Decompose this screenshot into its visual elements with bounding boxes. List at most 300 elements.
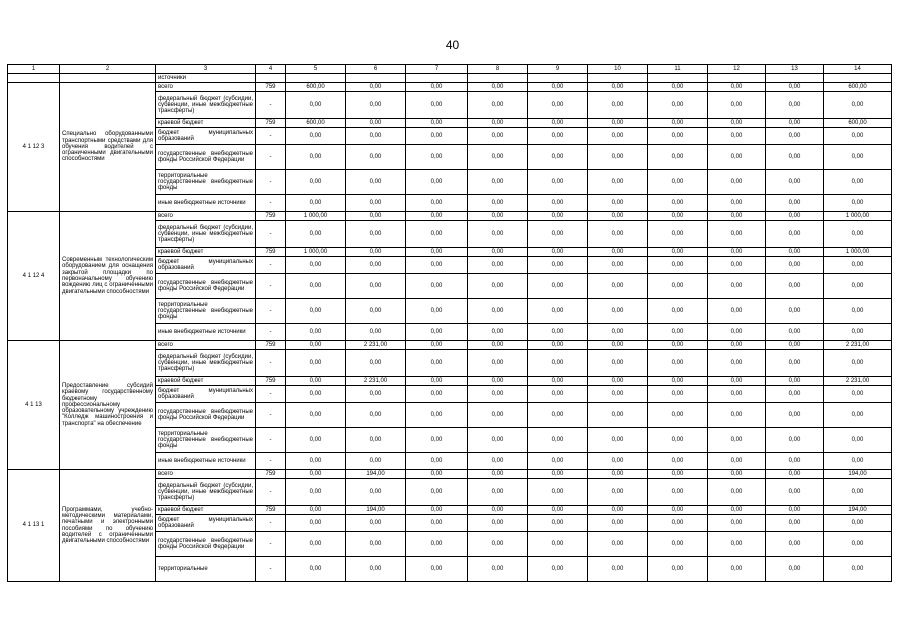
amount-cell: 0,00	[648, 83, 708, 92]
amount-cell: 0,00	[468, 532, 528, 557]
amount-cell: 0,00	[648, 221, 708, 248]
col-header: 3	[156, 65, 256, 74]
amount-cell: 0,00	[708, 324, 766, 341]
grbs-code-cell: 759	[256, 83, 286, 92]
amount-cell: 0,00	[824, 428, 892, 453]
col-header: 4	[256, 65, 286, 74]
funding-source: государственные внебюджетные фонды Российской Федерации	[156, 145, 256, 170]
amount-cell: 0,00	[346, 453, 406, 470]
amount-cell: 0,00	[648, 195, 708, 212]
amount-cell: 0,00	[648, 532, 708, 557]
amount-cell: 0,00	[346, 170, 406, 195]
amount-cell: 0,00	[468, 324, 528, 341]
amount-cell: 0,00	[528, 83, 588, 92]
funding-source: государственные внебюджетные фонды Российской Федерации	[156, 403, 256, 428]
amount-cell: 0,00	[766, 386, 824, 403]
amount-cell: 0,00	[824, 92, 892, 119]
amount-cell: 0,00	[406, 515, 468, 532]
amount-cell: 0,00	[346, 248, 406, 257]
amount-cell: 0,00	[406, 248, 468, 257]
amount-cell: 0,00	[528, 299, 588, 324]
grbs-code-cell: -	[256, 92, 286, 119]
amount-cell: 0,00	[588, 299, 648, 324]
amount-cell: 0,00	[346, 128, 406, 145]
amount-cell: 0,00	[648, 453, 708, 470]
amount-cell: 0,00	[468, 386, 528, 403]
amount-cell: 0,00	[708, 128, 766, 145]
funding-source: федеральный бюджет (субсидии, субвенции, иные межбюджетные трансферты)	[156, 92, 256, 119]
amount-cell: 0,00	[708, 274, 766, 299]
amount-cell: 0,00	[286, 557, 346, 582]
carry-over-row	[8, 74, 892, 83]
amount-cell: 0,00	[468, 557, 528, 582]
grbs-code-cell: -	[256, 428, 286, 453]
amount-cell: 0,00	[468, 83, 528, 92]
amount-cell: 1 000,00	[286, 248, 346, 257]
amount-cell: 0,00	[346, 532, 406, 557]
amount-cell: 0,00	[588, 515, 648, 532]
amount-cell: 0,00	[766, 248, 824, 257]
amount-cell: 600,00	[824, 119, 892, 128]
amount-cell: 0,00	[346, 212, 406, 221]
amount-cell: 0,00	[406, 119, 468, 128]
amount-cell: 0,00	[406, 470, 468, 479]
funding-source: территориальные государственные внебюджетные фонды	[156, 299, 256, 324]
source-cell: источники	[156, 74, 256, 83]
amount-cell: 0,00	[346, 257, 406, 274]
amount-cell: 0,00	[468, 274, 528, 299]
amount-cell: 0,00	[588, 83, 648, 92]
amount-cell: 0,00	[406, 145, 468, 170]
amount-cell: 0,00	[346, 403, 406, 428]
amount-cell: 0,00	[468, 212, 528, 221]
amount-cell: 0,00	[588, 324, 648, 341]
amount-cell: 0,00	[346, 428, 406, 453]
amount-cell: 0,00	[528, 195, 588, 212]
amount-cell: 0,00	[648, 212, 708, 221]
amount-cell: 0,00	[346, 145, 406, 170]
amount-cell: 0,00	[528, 248, 588, 257]
empty-cell	[588, 74, 648, 83]
amount-cell: 0,00	[286, 257, 346, 274]
amount-cell: 0,00	[468, 470, 528, 479]
amount-cell: 0,00	[286, 274, 346, 299]
amount-cell: 0,00	[406, 377, 468, 386]
amount-cell: 0,00	[648, 479, 708, 506]
amount-cell: 0,00	[766, 324, 824, 341]
amount-cell: 0,00	[588, 92, 648, 119]
amount-cell: 0,00	[824, 257, 892, 274]
amount-cell: 0,00	[286, 428, 346, 453]
amount-cell: 0,00	[346, 299, 406, 324]
amount-cell: 0,00	[648, 470, 708, 479]
amount-cell: 0,00	[468, 428, 528, 453]
amount-cell: 0,00	[528, 341, 588, 350]
amount-cell: 0,00	[708, 145, 766, 170]
amount-cell: 0,00	[528, 274, 588, 299]
amount-cell: 0,00	[528, 403, 588, 428]
page-number: 40	[445, 38, 460, 52]
amount-cell: 0,00	[346, 386, 406, 403]
amount-cell: 0,00	[286, 386, 346, 403]
amount-cell: 0,00	[824, 170, 892, 195]
amount-cell: 0,00	[708, 83, 766, 92]
empty-cell	[468, 74, 528, 83]
amount-cell: 1 000,00	[824, 212, 892, 221]
amount-cell: 0,00	[648, 324, 708, 341]
measure-name: Специально оборудованными транспортными средствами для обучения водителей с ограниченными двигательными способностями	[60, 83, 156, 212]
amount-cell: 0,00	[648, 428, 708, 453]
col-header: 1	[8, 65, 60, 74]
col-header: 5	[286, 65, 346, 74]
amount-cell: 0,00	[588, 479, 648, 506]
amount-cell: 0,00	[824, 532, 892, 557]
amount-cell: 0,00	[286, 145, 346, 170]
amount-cell: 0,00	[648, 170, 708, 195]
amount-cell: 0,00	[648, 403, 708, 428]
amount-cell: 0,00	[648, 350, 708, 377]
amount-cell: 0,00	[528, 170, 588, 195]
amount-cell: 0,00	[588, 145, 648, 170]
amount-cell: 0,00	[708, 212, 766, 221]
amount-cell: 0,00	[648, 274, 708, 299]
amount-cell: 600,00	[824, 83, 892, 92]
amount-cell: 0,00	[588, 170, 648, 195]
measure-name: Программами, учебно-методическими материалами, печатными и электронными пособиями по обучению водителей с ограниченными двигательными способностями	[60, 470, 156, 582]
amount-cell: 0,00	[766, 195, 824, 212]
amount-cell: 0,00	[468, 145, 528, 170]
amount-cell: 0,00	[708, 377, 766, 386]
grbs-code-cell: 759	[256, 506, 286, 515]
amount-cell: 0,00	[766, 119, 824, 128]
amount-cell: 0,00	[824, 128, 892, 145]
grbs-code-cell: -	[256, 324, 286, 341]
funding-source: краевой бюджет	[156, 377, 256, 386]
funding-source: бюджет муниципальных образований	[156, 515, 256, 532]
amount-cell: 0,00	[588, 195, 648, 212]
amount-cell: 0,00	[824, 350, 892, 377]
amount-cell: 0,00	[286, 221, 346, 248]
empty-cell	[824, 74, 892, 83]
amount-cell: 0,00	[468, 479, 528, 506]
grbs-code-cell: 759	[256, 377, 286, 386]
amount-cell: 0,00	[708, 428, 766, 453]
empty-cell	[708, 74, 766, 83]
amount-cell: 0,00	[588, 350, 648, 377]
amount-cell: 0,00	[648, 119, 708, 128]
amount-cell: 0,00	[406, 428, 468, 453]
row-code: 4 1 12 3	[8, 83, 60, 212]
amount-cell: 0,00	[588, 341, 648, 350]
grbs-code-cell: -	[256, 557, 286, 582]
amount-cell: 0,00	[824, 324, 892, 341]
amount-cell: 0,00	[588, 470, 648, 479]
amount-cell: 0,00	[588, 377, 648, 386]
amount-cell: 0,00	[528, 257, 588, 274]
amount-cell: 0,00	[824, 515, 892, 532]
grbs-code-cell: -	[256, 479, 286, 506]
amount-cell: 0,00	[468, 128, 528, 145]
grbs-code-cell: -	[256, 221, 286, 248]
grbs-code-cell: 759	[256, 248, 286, 257]
empty-cell	[60, 74, 156, 83]
amount-cell: 0,00	[708, 341, 766, 350]
amount-cell: 0,00	[708, 532, 766, 557]
amount-cell: 0,00	[588, 221, 648, 248]
amount-cell: 0,00	[766, 532, 824, 557]
amount-cell: 0,00	[824, 145, 892, 170]
amount-cell: 0,00	[766, 92, 824, 119]
funding-source: государственные внебюджетные фонды Российской Федерации	[156, 274, 256, 299]
amount-cell: 0,00	[286, 341, 346, 350]
amount-cell: 0,00	[406, 83, 468, 92]
amount-cell: 0,00	[468, 299, 528, 324]
grbs-code-cell: 759	[256, 341, 286, 350]
amount-cell: 0,00	[406, 557, 468, 582]
row-code: 4 1 12 4	[8, 212, 60, 341]
amount-cell: 0,00	[346, 515, 406, 532]
amount-cell: 0,00	[708, 453, 766, 470]
amount-cell: 0,00	[708, 92, 766, 119]
amount-cell: 0,00	[766, 128, 824, 145]
col-header: 6	[346, 65, 406, 74]
grbs-code-cell: -	[256, 532, 286, 557]
amount-cell: 0,00	[588, 274, 648, 299]
table-row	[8, 212, 892, 221]
amount-cell: 0,00	[528, 377, 588, 386]
amount-cell: 0,00	[286, 350, 346, 377]
amount-cell: 0,00	[824, 195, 892, 212]
amount-cell: 194,00	[824, 506, 892, 515]
amount-cell: 0,00	[468, 377, 528, 386]
amount-cell: 0,00	[468, 403, 528, 428]
amount-cell: 0,00	[286, 195, 346, 212]
amount-cell: 0,00	[528, 428, 588, 453]
funding-source: территориальные государственные внебюджетные фонды	[156, 428, 256, 453]
measure-name: Современным технологическим оборудованием для оснащения закрытой площадки по первоначальному обучению вождению лиц с ограниченными двигательными способностями	[60, 212, 156, 341]
amount-cell: 0,00	[468, 350, 528, 377]
amount-cell: 0,00	[286, 470, 346, 479]
amount-cell: 0,00	[824, 557, 892, 582]
amount-cell: 0,00	[648, 341, 708, 350]
amount-cell: 0,00	[528, 532, 588, 557]
amount-cell: 0,00	[766, 350, 824, 377]
grbs-code-cell: 759	[256, 470, 286, 479]
amount-cell: 0,00	[588, 532, 648, 557]
empty-cell	[766, 74, 824, 83]
amount-cell: 0,00	[708, 119, 766, 128]
grbs-code-cell: -	[256, 515, 286, 532]
amount-cell: 0,00	[708, 195, 766, 212]
amount-cell: 0,00	[406, 128, 468, 145]
amount-cell: 0,00	[286, 377, 346, 386]
table-row	[8, 470, 892, 479]
amount-cell: 0,00	[346, 350, 406, 377]
amount-cell: 0,00	[766, 515, 824, 532]
empty-cell	[648, 74, 708, 83]
amount-cell: 0,00	[406, 92, 468, 119]
funding-source: иные внебюджетные источники	[156, 324, 256, 341]
amount-cell: 0,00	[528, 453, 588, 470]
amount-cell: 0,00	[286, 506, 346, 515]
amount-cell: 0,00	[766, 145, 824, 170]
amount-cell: 0,00	[528, 386, 588, 403]
funding-source: федеральный бюджет (субсидии, субвенции, иные межбюджетные трансферты)	[156, 479, 256, 506]
amount-cell: 0,00	[766, 341, 824, 350]
empty-cell	[8, 74, 60, 83]
amount-cell: 0,00	[708, 170, 766, 195]
funding-source: краевой бюджет	[156, 119, 256, 128]
funding-source: всего	[156, 83, 256, 92]
amount-cell: 0,00	[824, 453, 892, 470]
amount-cell: 0,00	[346, 274, 406, 299]
amount-cell: 0,00	[468, 170, 528, 195]
amount-cell: 0,00	[766, 377, 824, 386]
grbs-code-cell: 759	[256, 212, 286, 221]
funding-source: бюджет муниципальных образований	[156, 386, 256, 403]
amount-cell: 0,00	[588, 428, 648, 453]
empty-cell	[528, 74, 588, 83]
amount-cell: 0,00	[766, 170, 824, 195]
table-row	[8, 83, 892, 92]
amount-cell: 0,00	[708, 470, 766, 479]
amount-cell: 0,00	[286, 532, 346, 557]
amount-cell: 0,00	[346, 83, 406, 92]
amount-cell: 0,00	[468, 341, 528, 350]
amount-cell: 0,00	[824, 274, 892, 299]
amount-cell: 0,00	[766, 428, 824, 453]
amount-cell: 0,00	[406, 350, 468, 377]
amount-cell: 0,00	[528, 350, 588, 377]
column-number-row	[8, 65, 892, 74]
amount-cell: 0,00	[648, 557, 708, 582]
amount-cell: 0,00	[406, 195, 468, 212]
amount-cell: 0,00	[588, 257, 648, 274]
amount-cell: 0,00	[346, 92, 406, 119]
amount-cell: 0,00	[406, 299, 468, 324]
funding-source: всего	[156, 341, 256, 350]
amount-cell: 0,00	[528, 324, 588, 341]
amount-cell: 0,00	[588, 128, 648, 145]
col-header: 9	[528, 65, 588, 74]
amount-cell: 0,00	[766, 257, 824, 274]
amount-cell: 0,00	[648, 128, 708, 145]
amount-cell: 0,00	[528, 479, 588, 506]
amount-cell: 2 231,00	[824, 341, 892, 350]
budget-table	[7, 64, 892, 582]
amount-cell: 0,00	[468, 257, 528, 274]
amount-cell: 0,00	[766, 557, 824, 582]
empty-cell	[286, 74, 346, 83]
amount-cell: 0,00	[528, 128, 588, 145]
amount-cell: 0,00	[708, 403, 766, 428]
amount-cell: 0,00	[346, 324, 406, 341]
amount-cell: 0,00	[824, 221, 892, 248]
amount-cell: 0,00	[406, 403, 468, 428]
amount-cell: 0,00	[766, 470, 824, 479]
funding-source: территориальные	[156, 557, 256, 582]
col-header: 14	[824, 65, 892, 74]
funding-source: бюджет муниципальных образований	[156, 257, 256, 274]
grbs-code-cell: -	[256, 145, 286, 170]
amount-cell: 0,00	[766, 403, 824, 428]
amount-cell: 0,00	[824, 403, 892, 428]
amount-cell: 0,00	[588, 557, 648, 582]
amount-cell: 1 000,00	[286, 212, 346, 221]
amount-cell: 0,00	[468, 92, 528, 119]
amount-cell: 0,00	[528, 470, 588, 479]
amount-cell: 0,00	[346, 195, 406, 212]
amount-cell: 0,00	[824, 386, 892, 403]
amount-cell: 0,00	[824, 299, 892, 324]
col-header: 10	[588, 65, 648, 74]
measure-name: Предоставление субсидий краевому государственному бюджетному профессиональному образовательному учреждению "Колледж машиностроения и транспорта" на обеспечение	[60, 341, 156, 470]
amount-cell: 0,00	[766, 453, 824, 470]
amount-cell: 0,00	[528, 515, 588, 532]
empty-cell	[346, 74, 406, 83]
amount-cell: 0,00	[648, 257, 708, 274]
amount-cell: 194,00	[824, 470, 892, 479]
amount-cell: 0,00	[406, 170, 468, 195]
amount-cell: 0,00	[648, 377, 708, 386]
col-header: 11	[648, 65, 708, 74]
grbs-code-cell: -	[256, 299, 286, 324]
amount-cell: 0,00	[406, 221, 468, 248]
amount-cell: 0,00	[406, 532, 468, 557]
funding-source: иные внебюджетные источники	[156, 195, 256, 212]
amount-cell: 2 231,00	[824, 377, 892, 386]
amount-cell: 0,00	[528, 557, 588, 582]
amount-cell: 0,00	[346, 221, 406, 248]
amount-cell: 0,00	[528, 212, 588, 221]
amount-cell: 0,00	[648, 299, 708, 324]
amount-cell: 0,00	[708, 515, 766, 532]
col-header: 2	[60, 65, 156, 74]
funding-source: всего	[156, 212, 256, 221]
amount-cell: 0,00	[708, 257, 766, 274]
grbs-code-cell: -	[256, 257, 286, 274]
amount-cell: 0,00	[824, 479, 892, 506]
grbs-code-cell: -	[256, 403, 286, 428]
amount-cell: 0,00	[346, 119, 406, 128]
col-header: 7	[406, 65, 468, 74]
amount-cell: 0,00	[648, 145, 708, 170]
amount-cell: 0,00	[708, 299, 766, 324]
amount-cell: 0,00	[588, 506, 648, 515]
grbs-code-cell: -	[256, 128, 286, 145]
amount-cell: 0,00	[468, 195, 528, 212]
amount-cell: 0,00	[648, 506, 708, 515]
amount-cell: 0,00	[286, 170, 346, 195]
grbs-code-cell: -	[256, 453, 286, 470]
amount-cell: 0,00	[286, 403, 346, 428]
amount-cell: 0,00	[708, 248, 766, 257]
funding-source: краевой бюджет	[156, 506, 256, 515]
col-header: 8	[468, 65, 528, 74]
amount-cell: 0,00	[708, 386, 766, 403]
funding-source: краевой бюджет	[156, 248, 256, 257]
funding-source: иные внебюджетные источники	[156, 453, 256, 470]
amount-cell: 0,00	[588, 212, 648, 221]
amount-cell: 0,00	[468, 221, 528, 248]
amount-cell: 0,00	[468, 506, 528, 515]
amount-cell: 2 231,00	[346, 377, 406, 386]
amount-cell: 0,00	[588, 119, 648, 128]
empty-cell	[256, 74, 286, 83]
amount-cell: 0,00	[588, 248, 648, 257]
amount-cell: 0,00	[468, 453, 528, 470]
table-row	[8, 341, 892, 350]
